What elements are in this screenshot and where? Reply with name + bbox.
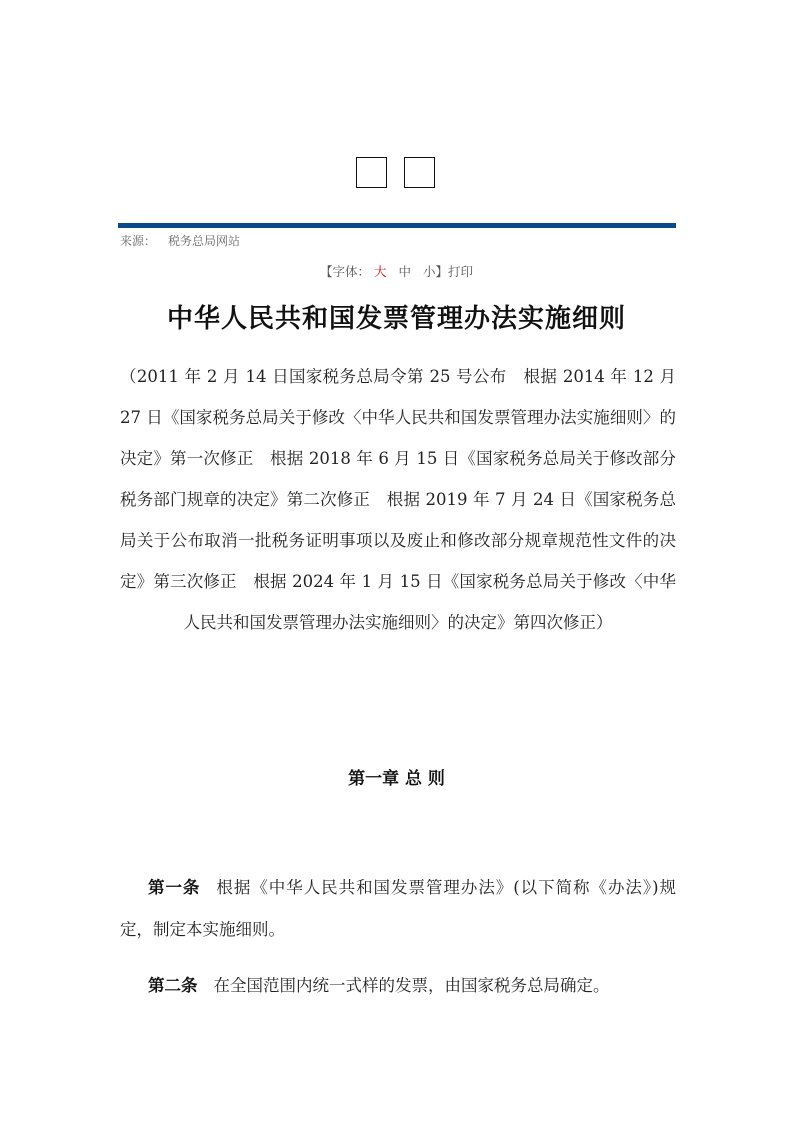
header-divider <box>118 223 676 228</box>
header-logo <box>356 157 438 191</box>
chapter-title: 第一章 总 则 <box>348 769 445 789</box>
font-size-large-link[interactable]: 大 <box>373 264 387 279</box>
logo-box-icon <box>356 157 387 188</box>
article <box>120 965 676 1007</box>
logo-box-icon <box>404 157 435 188</box>
font-size-medium-link[interactable]: 中 <box>398 264 411 279</box>
article-text: 根据《中华人民共和国发票管理办法》(以下简称《办法》)规定，制定本实施细则。 <box>120 878 677 939</box>
article-number: 第二条 <box>148 976 198 995</box>
font-size-small-link[interactable]: 小 <box>423 264 436 279</box>
font-size-controls <box>0 262 793 280</box>
revision-note: （2011 年 2 月 14 日国家税务总局令第 25 号公布 根据 2014 年 12 月 27 日《国家税务总局关于修改〈中华人民共和国发票管理办法实施细则〉的决定》第一次修正 根据 2018 年 6 月 15 日《国家税务总局关于修改部分税务部门规章的决定》第二次修正 根据 2019 年 7 月 24 日《国家税务总局关于公布取消一批税务证明事项以及废止和修改部分规章规范性文件的决定》第三次修正 根据 2024 年 1 月 15 日《国家税务总局关于修改〈中华人民共和国发票管理办法实施细则〉的决定》第四次修正） <box>120 367 676 632</box>
article-text: 在全国范围内统一式样的发票，由国家税务总局确定。 <box>213 976 610 995</box>
font-controls-suffix: 】 <box>435 264 449 279</box>
print-link[interactable]: 打印 <box>448 264 474 279</box>
source-label: 来源： <box>120 234 157 248</box>
font-controls-prefix: 【字体： <box>319 264 370 279</box>
article-number: 第一条 <box>148 878 201 897</box>
document-title: 中华人民共和国发票管理办法实施细则 <box>166 304 626 334</box>
source-value: 税务总局网站 <box>168 234 241 248</box>
article <box>120 867 676 951</box>
source-line <box>120 232 240 249</box>
